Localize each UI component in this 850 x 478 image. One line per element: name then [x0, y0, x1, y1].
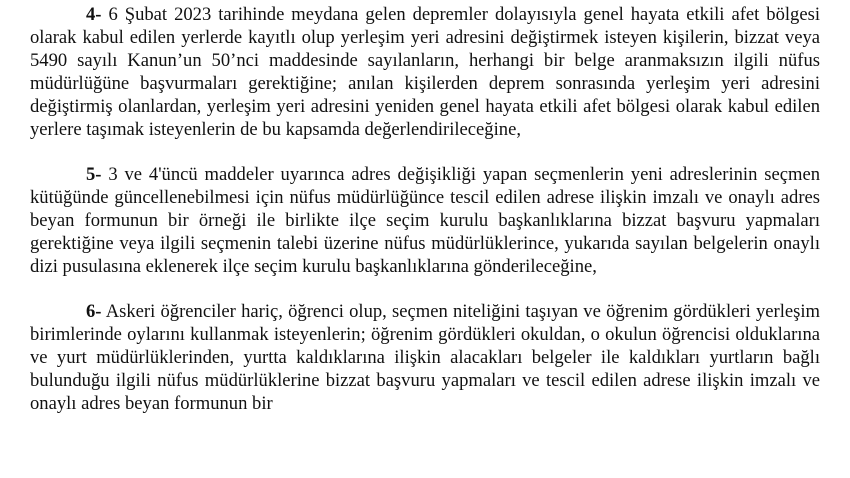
document-page	[30, 3, 820, 415]
item-number: 5-	[86, 164, 102, 185]
paragraph-text: 3 ve 4'üncü maddeler uyarınca adres değişikliği yapan seçmenlerin yeni adreslerinin seçmen kütüğünde güncellenebilmesi için nüfus müdürlüğünce tescil edilen adrese ilişkin imzalı ve onaylı adres beyan formunun bir örneği ile birlikte ilçe seçim kurulu başkanlıklarına bizzat başvuru yapmaları gerektiğine veya ilgili seçmenin talebi üzerine nüfus müdürlüklerince, yukarıda sayılan belgelerin onaylı dizi pusulasına eklenerek ilçe seçim kurulu başkanlıklarına gönderileceğine,	[30, 164, 820, 277]
paragraph-item-4	[30, 3, 820, 141]
paragraph-item-6	[30, 300, 820, 415]
paragraph-text: Askeri öğrenciler hariç, öğrenci olup, seçmen niteliğini taşıyan ve öğrenim gördükleri yerleşim birimlerinde oylarını kullanmak isteyenlerin; öğrenim gördükleri okuldan, o okulun öğrencisi olduklarına ve yurt müdürlüklerinden, yurtta kaldıklarına ilişkin alacakları belgeler ile kaldıkları yurtların bağlı bulunduğu ilgili nüfus müdürlüklerine bizzat başvuru yapmaları ve tescil edilen adrese ilişkin imzalı ve onaylı adres beyan formunun bir	[30, 301, 820, 414]
paragraph-text: 6 Şubat 2023 tarihinde meydana gelen depremler dolayısıyla genel hayata etkili afet bölgesi olarak kabul edilen yerlerde kayıtlı olup yerleşim yeri adresini değiştirmek isteyen kişilerin, bizzat veya 5490 sayılı Kanun’un 50’nci maddesinde sayılanların, herhangi bir belge aranmaksızın ilgili nüfus müdürlüğüne başvurmaları gerektiğine; anılan kişilerden deprem sonrasında yerleşim yeri adresini değiştirmiş olanlardan, yerleşim yeri adresini yeniden genel hayata etkili afet bölgesi olarak kabul edilen yerlere taşımak isteyenlerin de bu kapsamda değerlendirileceğine,	[30, 4, 820, 140]
item-number: 6-	[86, 301, 102, 322]
paragraph-item-5	[30, 163, 820, 278]
item-number: 4-	[86, 4, 102, 25]
